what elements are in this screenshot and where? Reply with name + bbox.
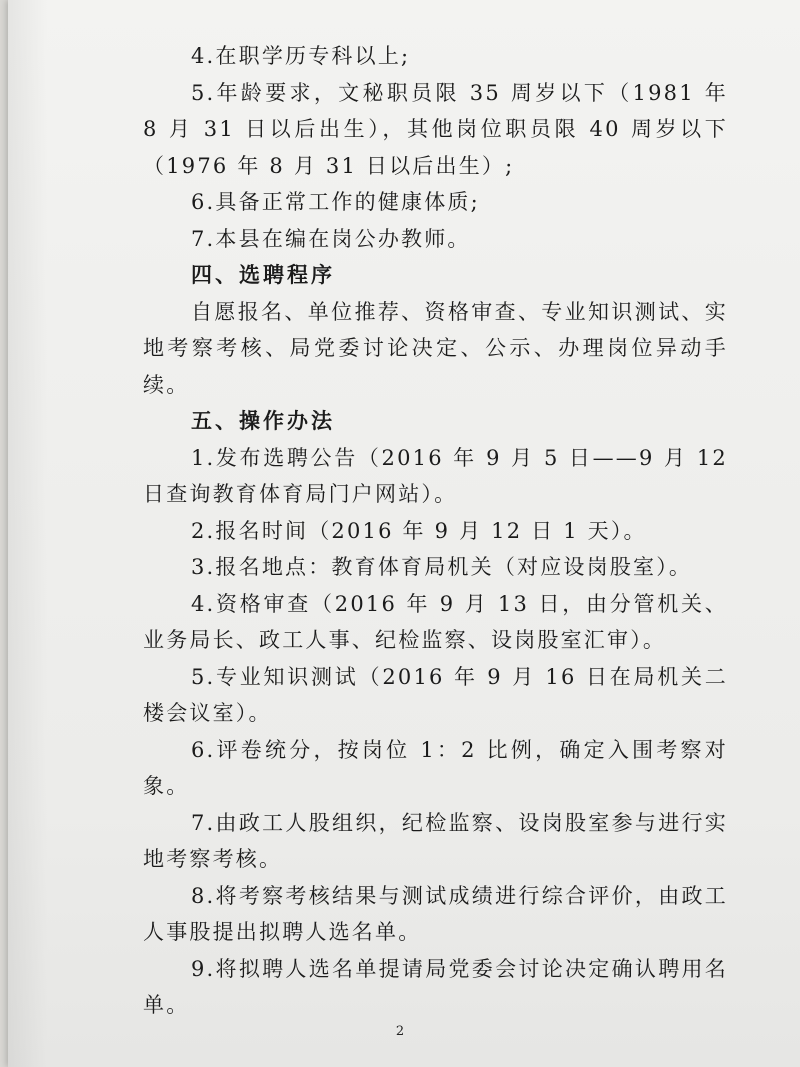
paragraph-step-3-registration-place: 3.报名地点：教育体育局机关（对应设岗股室）。: [191, 555, 693, 579]
paragraph-procedure-steps: 自愿报名、单位推荐、资格审查、专业知识测试、实地考察考核、局党委讨论决定、公示、办理岗位异动手续。: [143, 299, 728, 397]
paragraph-step-1-announcement: 1.发布选聘公告（2016 年 9 月 5 日——9 月 12 日查询教育体育局门户网站）。: [143, 445, 728, 506]
paragraph-item-5-age: 5.年龄要求，文秘职员限 35 周岁以下（1981 年 8 月 31 日以后出生），其他岗位职员限 40 周岁以下（1976 年 8 月 31 日以后出生）;: [143, 80, 728, 178]
paragraph-step-6-grading: 6.评卷统分，按岗位 1：2 比例，确定入围考察对象。: [143, 737, 728, 798]
paragraph-step-9-confirmation: 9.将拟聘人选名单提请局党委会讨论决定确认聘用名单。: [143, 956, 728, 1017]
document-page: [8, 0, 800, 1067]
page-number: 2: [395, 1024, 405, 1039]
section-heading-operation: 五、操作办法: [191, 409, 335, 433]
paragraph-step-5-knowledge-test: 5.专业知识测试（2016 年 9 月 16 日在局机关二楼会议室）。: [143, 664, 728, 725]
paragraph-step-7-inspection: 7.由政工人股组织，纪检监察、设岗股室参与进行实地考察考核。: [143, 810, 728, 871]
section-heading-procedure: 四、选聘程序: [191, 263, 335, 287]
paragraph-item-4-education: 4.在职学历专科以上;: [191, 44, 411, 68]
document-body: [143, 38, 728, 1024]
paragraph-step-4-qualification-review: 4.资格审查（2016 年 9 月 13 日，由分管机关、业务局长、政工人事、纪检监察、设岗股室汇审）。: [143, 591, 728, 652]
paragraph-step-2-registration-time: 2.报名时间（2016 年 9 月 12 日 1 天）。: [191, 518, 647, 543]
paragraph-item-7-teacher: 7.本县在编在岗公办教师。: [191, 226, 471, 251]
paragraph-step-8-evaluation: 8.将考察考核结果与测试成绩进行综合评价，由政工人事股提出拟聘人选名单。: [143, 883, 728, 944]
paragraph-item-6-health: 6.具备正常工作的健康体质;: [191, 190, 480, 214]
